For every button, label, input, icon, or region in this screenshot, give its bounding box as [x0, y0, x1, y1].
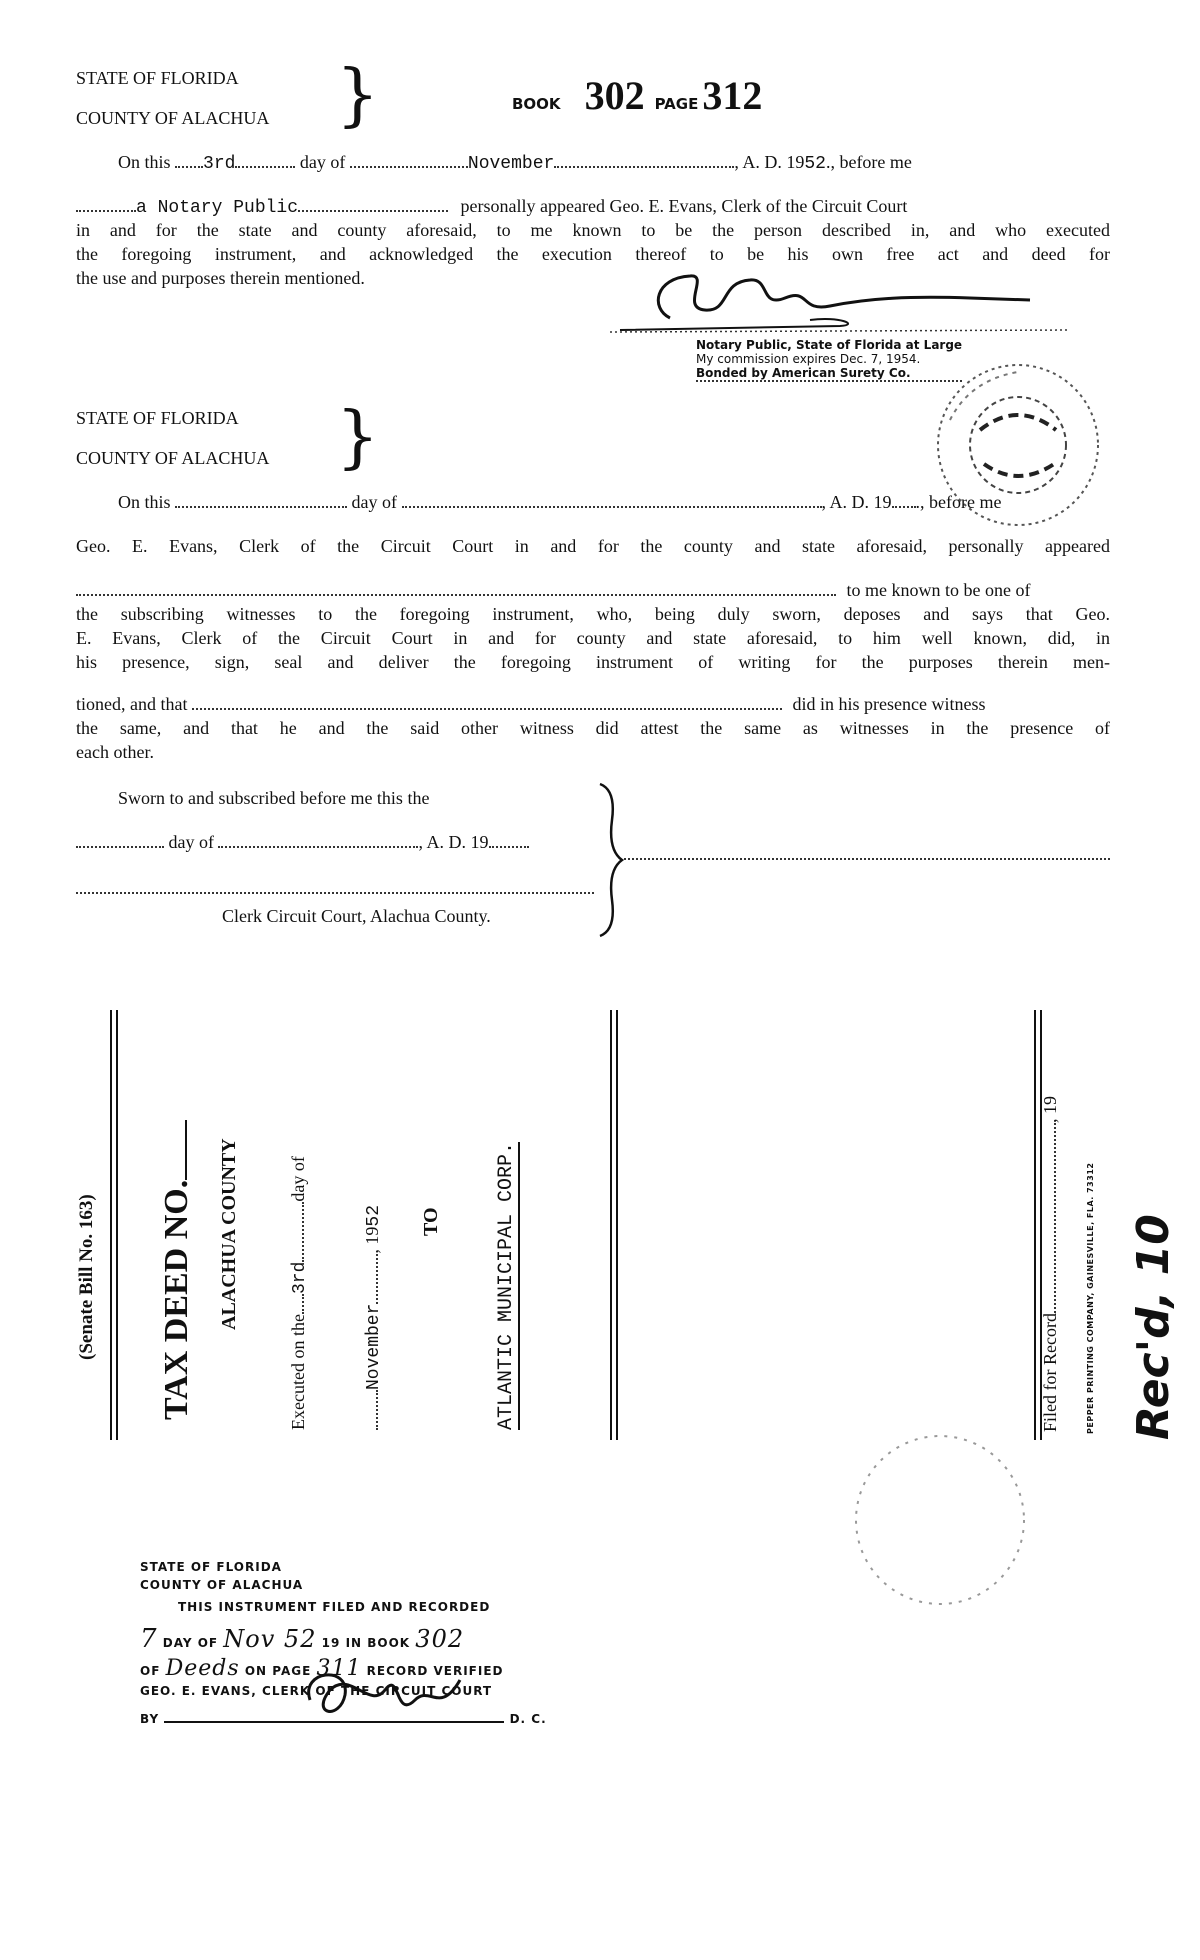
ack1-on-this: On this [118, 152, 171, 172]
ack2-to-me-line [76, 578, 1030, 602]
ack2-ad: , A. D. 19 [821, 492, 892, 512]
notary-signature [610, 268, 1070, 338]
grantee-name: ATLANTIC MUNICIPAL CORP. [495, 1141, 518, 1430]
filed-label: Filed for Record [1040, 1313, 1060, 1432]
book-page-stamp [512, 72, 762, 119]
rule-v3 [610, 1010, 612, 1440]
ack1-day-value: 3rd [203, 154, 236, 174]
ack2-geo-line: Geo. E. Evans, Clerk of the Circuit Court in and for the county and state aforesaid, personally appeared [76, 536, 1110, 556]
ack2-para1: the subscribing witnesses to the foregoing instrument, who, being duly sworn, deposes and says that Geo. [76, 604, 1110, 624]
stamp-verified: RECORD VERIFIED [366, 1664, 504, 1678]
ack1-text-c: the use and purposes therein mentioned. [76, 268, 365, 288]
ack1-month-value: November [467, 154, 555, 174]
page-number: 312 [702, 73, 763, 118]
ack1-text-b: the foregoing instrument, and acknowledged the execution thereof to be his own free act and deed for [76, 244, 1110, 264]
ack2-para5: each other. [76, 742, 154, 762]
ack2-before-me: ., before me [915, 492, 1002, 512]
stamp-of: OF [140, 1664, 161, 1678]
rule-v5 [1034, 1010, 1036, 1440]
grantee [494, 1142, 520, 1430]
filed-line [1040, 1096, 1061, 1432]
notary-line1: Notary Public, State of Florida at Large [696, 338, 963, 352]
sworn-line1: Sworn to and subscribed before me this the [118, 788, 430, 808]
ack1-ad: , A. D. 19 [734, 152, 805, 172]
ack1-before-me: ., before me [825, 152, 912, 172]
executed-label: Executed on the [288, 1314, 308, 1430]
stamp-hw-page: 311 [316, 1656, 362, 1681]
brace-header: } [336, 56, 380, 135]
ack1-year-value: 52 [804, 154, 826, 174]
tax-deed-label: TAX DEED NO. [158, 1179, 195, 1420]
recording-stamp [140, 1560, 560, 1730]
printer-credit: PEPPER PRINTING COMPANY, GAINESVILLE, FLA. 73312 [1086, 1162, 1095, 1434]
book-number: 302 [584, 73, 645, 118]
ack2-to-me: to me known to be one of [846, 580, 1031, 600]
filed-year: , 19 [1040, 1096, 1060, 1124]
stamp-clerk: GEO. E. EVANS, CLERK OF THE CIRCUIT COURT [140, 1684, 493, 1698]
notary-line3: Bonded by American Surety Co. [696, 366, 962, 382]
sworn-day-of: day of [168, 832, 214, 852]
sworn-line2 [76, 830, 529, 854]
ack2-para4: the same, and that he and the said other witness did attest the same as witnesses in the presence of [76, 718, 1110, 738]
ack2-state: STATE OF FLORIDA [76, 408, 239, 428]
ack2-line1 [118, 490, 1128, 514]
stamp-hw-month: Nov 52 [223, 1625, 317, 1653]
executed-day: 3rd [290, 1261, 310, 1295]
ack2-para3: his presence, sign, seal and deliver the foregoing instrument of writing for the purposes therein men- [76, 652, 1110, 672]
stamp-day-of: DAY OF [162, 1636, 219, 1650]
ack1-day-of: day of [299, 152, 346, 172]
stamp-state: STATE OF FLORIDA [140, 1560, 282, 1574]
ack1-personally: personally appeared Geo. E. Evans, Clerk of the Circuit Court [460, 196, 908, 216]
executed-line [288, 1156, 310, 1430]
executed-year-prefix: , 19 [362, 1226, 382, 1254]
stamp-on-page: ON PAGE [244, 1664, 312, 1678]
sworn-signature-line [76, 892, 594, 894]
county-heading: COUNTY OF ALACHUA [76, 108, 270, 128]
stamp-filed: THIS INSTRUMENT FILED AND RECORDED [178, 1600, 491, 1614]
stamp-hw-of: Deeds [165, 1656, 240, 1681]
ack1-officer-value: a Notary Public [136, 198, 299, 218]
back-county: ALACHUA COUNTY [218, 1138, 240, 1330]
faint-seal-impression [840, 1420, 1040, 1620]
senate-bill: (Senate Bill No. 163) [76, 1194, 97, 1360]
stamp-19: 19 [321, 1636, 341, 1650]
ack1-line1 [118, 150, 1120, 176]
rule-v1 [110, 1010, 112, 1440]
executed-day-of: day of [288, 1156, 308, 1202]
executed-month-line [362, 1205, 384, 1430]
sworn-right-line [624, 858, 1110, 860]
ack2-para2: E. Evans, Clerk of the Circuit Court in and for county and state aforesaid, to him well known, did, in [76, 628, 1110, 648]
stamp-clerk-signature [290, 1660, 490, 1730]
ack2-on-this: On this [118, 492, 171, 512]
page-label: PAGE [654, 95, 699, 113]
stamp-in-book: IN BOOK [345, 1636, 411, 1650]
executed-year: 52 [364, 1204, 384, 1227]
notary-line2: My commission expires Dec. 7, 1954. [696, 352, 921, 366]
sworn-ad: , A. D. 19 [418, 832, 489, 852]
stamp-hw-book: 302 [415, 1625, 465, 1653]
stamp-hw-day: 7 [140, 1624, 158, 1654]
ack1-text-a: in and for the state and county aforesaid, to me known to be the person described in, and who executed [76, 220, 1110, 240]
ack2-county: COUNTY OF ALACHUA [76, 448, 270, 468]
stamp-by: BY [140, 1712, 160, 1726]
rule-v4 [616, 1010, 618, 1440]
ack2-did-in: did in his presence witness [792, 694, 986, 714]
sworn-clerk: Clerk Circuit Court, Alachua County. [222, 906, 491, 926]
ack2-day-of: day of [351, 492, 397, 512]
tax-deed-title [158, 1120, 196, 1420]
stamp-county: COUNTY OF ALACHUA [140, 1578, 304, 1592]
ack2-tioned-line [76, 692, 985, 716]
ack2-tioned: tioned, and that [76, 694, 188, 714]
book-label: BOOK [512, 95, 561, 113]
executed-month: November [364, 1303, 384, 1390]
brace-sworn [592, 780, 632, 940]
to-label: TO [420, 1207, 442, 1236]
handwritten-note: Rec'd, 10 [1128, 1214, 1179, 1440]
stamp-line4 [140, 1624, 464, 1654]
rule-v2 [116, 1010, 118, 1440]
brace-ack2: } [336, 398, 380, 477]
state-heading: STATE OF FLORIDA [76, 68, 239, 88]
ack1-line2 [76, 194, 907, 220]
stamp-dc: D. C. [509, 1712, 547, 1726]
